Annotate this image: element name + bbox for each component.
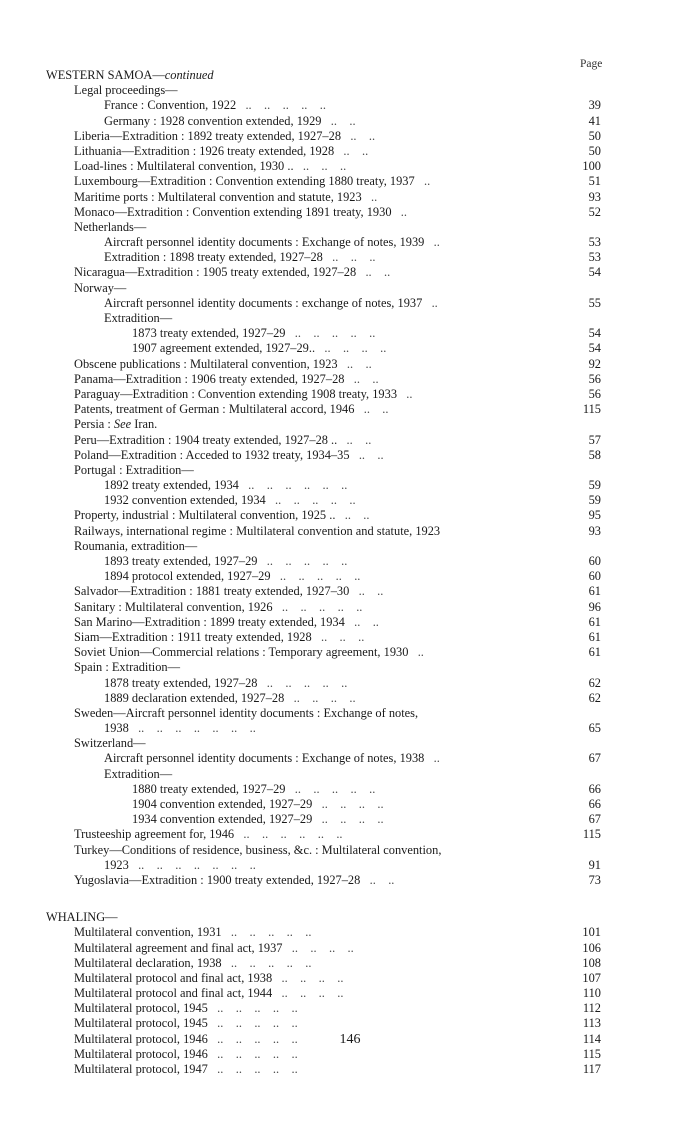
index-entry [0, 311, 700, 326]
entry-text: Peru—Extradition : 1904 treaty extended, 1927–28 .. .. .. [74, 432, 372, 447]
entry-text: Poland—Extradition : Acceded to 1932 treaty, 1934–35 .. .. [74, 447, 384, 462]
entry-text: Multilateral convention, 1931 .. .. .. .. .. [74, 925, 312, 940]
entry-text: 1878 treaty extended, 1927–28 .. .. .. .. .. [104, 675, 348, 690]
page-reference: 57 [588, 432, 601, 447]
dot-leaders: .. .. .. .. .. [207, 1046, 298, 1061]
index-entry [0, 68, 700, 83]
page-reference: 100 [582, 159, 601, 174]
dot-leaders: .. .. [360, 872, 395, 887]
dot-leaders: .. .. .. [311, 629, 365, 644]
entry-text: Multilateral protocol and final act, 1938 .. .. .. .. [74, 970, 344, 985]
dot-leaders: .. .. .. .. .. [257, 675, 348, 690]
entry-text: Aircraft personnel identity documents : Exchange of notes, 1938 .. [104, 751, 440, 766]
dot-leaders: .. .. .. .. [315, 341, 387, 356]
entry-text: Monaco—Extradition : Convention extending 1891 treaty, 1930 .. [74, 204, 408, 219]
index-entry [0, 721, 700, 736]
page-reference: 59 [588, 478, 601, 493]
entry-text: Railways, international regime : Multilateral convention and statute, 1923 [74, 523, 441, 538]
dot-leaders: .. [397, 386, 413, 401]
entry-text: Switzerland— [74, 736, 146, 751]
page-reference: 91 [588, 857, 601, 872]
entry-text: Sweden—Aircraft personnel identity documents : Exchange of notes, [74, 705, 419, 720]
index-entry [0, 508, 700, 523]
page-reference: 56 [588, 386, 601, 401]
entry-text: Nicaragua—Extradition : 1905 treaty extended, 1927–28 .. .. [74, 265, 391, 280]
index-entry [0, 235, 700, 250]
entry-text: WHALING— [46, 910, 118, 925]
entry-text: Obscene publications : Multilateral convention, 1923 .. .. [74, 356, 372, 371]
page-reference: 61 [588, 629, 601, 644]
index-entry [0, 858, 700, 873]
page-number: 146 [339, 1032, 361, 1047]
index-entry [0, 402, 700, 417]
entry-text: Netherlands— [74, 219, 147, 234]
dot-leaders: .. .. .. .. .. [285, 781, 376, 796]
dot-leaders: .. .. .. .. .. [207, 1001, 298, 1016]
index-entry [0, 827, 700, 842]
entry-text: Multilateral protocol, 1945 .. .. .. .. .. [74, 1016, 298, 1031]
dot-leaders: .. .. .. .. .. [272, 599, 363, 614]
index-entry [0, 174, 700, 189]
entry-text: Extradition : 1898 treaty extended, 1927–28 .. .. .. [104, 250, 376, 265]
entry-text: 1907 agreement extended, 1927–29.. .. .. .. .. [132, 341, 387, 356]
entry-text: Liberia—Extradition : 1892 treaty extended, 1927–28 .. .. [74, 128, 376, 143]
entry-text: Multilateral protocol, 1946 .. .. .. .. .. [74, 1031, 298, 1046]
entry-text: 1934 convention extended, 1927–29 .. .. .. .. [132, 812, 384, 827]
page-reference: 106 [582, 940, 601, 955]
index-entry [0, 797, 700, 812]
dot-leaders: .. .. .. .. .. [207, 1062, 298, 1076]
dot-leaders: .. [361, 189, 378, 204]
dot-leaders: .. .. .. .. .. [270, 569, 361, 584]
dot-leaders: .. .. .. [293, 159, 347, 174]
index-entry [0, 539, 700, 554]
entry-text: Norway— [74, 280, 127, 295]
dot-leaders: .. .. [344, 614, 379, 629]
entry-text: Load-lines : Multilateral convention, 1930 .. .. .. .. [74, 159, 347, 174]
page-reference: 117 [582, 1062, 601, 1076]
dot-leaders: .. .. [354, 402, 389, 417]
entry-text: 1904 convention extended, 1927–29 .. .. .. .. [132, 797, 384, 811]
page-reference: 59 [588, 493, 601, 508]
entry-text: Luxembourg—Extradition : Convention extending 1880 treaty, 1937 .. [74, 174, 431, 189]
entry-text: Paraguay—Extradition : Convention extending 1908 treaty, 1933 .. [74, 386, 413, 401]
page-reference: 54 [588, 265, 601, 280]
page-reference: 114 [582, 1031, 601, 1046]
page-reference: 115 [582, 1046, 601, 1061]
dot-leaders: .. [424, 751, 440, 766]
page-reference: 115 [582, 402, 601, 417]
dot-leaders: .. .. .. .. .. [221, 925, 312, 940]
entry-text: 1938 .. .. .. .. .. .. .. [104, 721, 256, 736]
entry-text: WESTERN SAMOA—continued [46, 68, 214, 82]
dot-leaders: .. .. .. .. [312, 812, 384, 827]
section-gap [0, 888, 700, 910]
index-entry [0, 971, 700, 986]
dot-leaders: .. .. .. .. [284, 690, 356, 705]
index-entry [0, 190, 700, 205]
entry-text: 1880 treaty extended, 1927–29 .. .. .. .. .. [132, 781, 376, 796]
index-entry [0, 554, 700, 569]
index-entry [0, 433, 700, 448]
entry-text: Yugoslavia—Extradition : 1900 treaty extended, 1927–28 .. .. [74, 872, 395, 887]
index-entry [0, 676, 700, 691]
index-entry [0, 493, 700, 508]
dot-leaders: .. .. [349, 447, 384, 462]
dot-leaders: .. .. .. .. .. [207, 1016, 298, 1031]
entry-text: Multilateral protocol, 1946 .. .. .. .. .. [74, 1046, 298, 1061]
index-entry [0, 98, 700, 113]
dot-leaders: .. .. .. .. .. [221, 955, 312, 970]
entry-text: Multilateral protocol, 1945 .. .. .. .. .. [74, 1001, 298, 1016]
page-reference: 62 [588, 675, 601, 690]
index-entry [0, 281, 700, 296]
index-entry [0, 1016, 700, 1031]
entry-text: Multilateral declaration, 1938 .. .. .. .. .. [74, 955, 312, 970]
entry-text: Multilateral agreement and final act, 1937 .. .. .. .. [74, 940, 354, 955]
page-reference: 53 [588, 250, 601, 265]
index-entry [0, 524, 700, 539]
dot-leaders: .. [424, 235, 440, 250]
index-entry [0, 600, 700, 615]
entry-text: Roumania, extradition— [74, 538, 198, 553]
entry-text: Portugal : Extradition— [74, 462, 194, 477]
page-reference: 93 [588, 523, 601, 538]
page-reference: 56 [588, 371, 601, 386]
index-entry [0, 873, 700, 888]
entry-text: Extradition— [104, 311, 173, 325]
dot-leaders: .. .. [349, 584, 384, 599]
page-reference: 96 [588, 599, 601, 614]
index-entry [0, 114, 700, 129]
entry-text: Multilateral protocol, 1947 .. .. .. .. .. [74, 1062, 298, 1076]
index-entry [0, 1001, 700, 1016]
page-reference: 51 [588, 174, 601, 189]
dot-leaders: .. .. .. .. .. [257, 554, 348, 568]
page-reference: 61 [588, 584, 601, 599]
entry-text: Patents, treatment of German : Multilateral accord, 1946 .. .. [74, 402, 389, 417]
entry-text: Sanitary : Multilateral convention, 1926 .. .. .. .. .. [74, 599, 363, 614]
index-entry [0, 144, 700, 159]
page-reference: 95 [588, 508, 601, 523]
page-reference: 65 [588, 721, 601, 736]
page-reference: 50 [588, 128, 601, 143]
dot-leaders: .. .. [337, 356, 372, 371]
page-reference: 108 [582, 955, 601, 970]
dot-leaders: .. [391, 204, 408, 219]
entry-text: 1894 protocol extended, 1927–29 .. .. .. .. .. [104, 569, 361, 584]
index-entry [0, 478, 700, 493]
index-entry [0, 630, 700, 645]
entry-text: Lithuania—Extradition : 1926 treaty extended, 1928 .. .. [74, 143, 369, 158]
index-entry [0, 956, 700, 971]
entry-text: Trusteeship agreement for, 1946 .. .. .. .. .. .. [74, 827, 343, 842]
entry-text: Germany : 1928 convention extended, 1929 .. .. [104, 113, 356, 128]
index-entry [0, 941, 700, 956]
index-entry [0, 463, 700, 478]
dot-leaders: .. .. .. .. .. [236, 98, 326, 113]
entry-text: Siam—Extradition : 1911 treaty extended, 1928 .. .. .. [74, 629, 365, 644]
index-entry [0, 326, 700, 341]
index-entry [0, 220, 700, 235]
dot-leaders: .. .. .. .. .. .. .. [128, 721, 256, 736]
index-entry [0, 265, 700, 280]
index-entry [0, 736, 700, 751]
index-entry [0, 569, 700, 584]
index-entry [0, 925, 700, 940]
index-entry [0, 645, 700, 660]
dot-leaders: .. .. .. .. [272, 986, 344, 1001]
page-reference: 93 [588, 189, 601, 204]
entry-text: Persia : See Iran. [74, 417, 158, 432]
entry-text: Panama—Extradition : 1906 treaty extended, 1927–28 .. .. [74, 371, 379, 386]
page-reference: 115 [582, 827, 601, 842]
index-entry [0, 767, 700, 782]
page-reference: 112 [582, 1001, 601, 1016]
entry-text: 1889 declaration extended, 1927–28 .. .. .. .. [104, 690, 356, 705]
entry-text: Salvador—Extradition : 1881 treaty extended, 1927–30 .. .. [74, 584, 384, 599]
entry-text: Aircraft personnel identity documents : exchange of notes, 1937 .. [104, 295, 438, 310]
dot-leaders: .. .. .. .. .. [207, 1031, 298, 1046]
dot-leaders: .. .. [337, 432, 372, 447]
entry-text: Turkey—Conditions of residence, business, &c. : Multilateral convention, [74, 842, 442, 857]
index-entry [0, 615, 700, 630]
index-entry [0, 660, 700, 675]
page-reference: 50 [588, 143, 601, 158]
index-entry [0, 1062, 700, 1077]
dot-leaders: .. .. [356, 265, 391, 280]
entry-text: Multilateral protocol and final act, 1944 .. .. .. .. [74, 986, 344, 1001]
entry-text: Property, industrial : Multilateral convention, 1925 .. .. .. [74, 508, 370, 523]
index-entry [0, 584, 700, 599]
page-reference: 55 [588, 295, 601, 310]
page-reference: 61 [588, 645, 601, 660]
page-reference: 67 [588, 751, 601, 766]
entry-text: 1892 treaty extended, 1934 .. .. .. .. .. .. [104, 478, 348, 493]
page-reference: 67 [588, 812, 601, 827]
dot-leaders: .. .. [341, 128, 376, 143]
entry-text: 1923 .. .. .. .. .. .. .. [104, 857, 256, 872]
page-reference: 52 [588, 204, 601, 219]
dot-leaders: .. .. .. .. [272, 970, 344, 985]
index-entry [0, 986, 700, 1001]
page-reference: 54 [588, 326, 601, 341]
index-entry [0, 843, 700, 858]
dot-leaders: .. .. [321, 113, 356, 128]
page-reference: 62 [588, 690, 601, 705]
page-reference: 53 [588, 235, 601, 250]
entry-text: San Marino—Extradition : 1899 treaty extended, 1934 .. .. [74, 614, 379, 629]
page-column-label: Page [580, 58, 603, 70]
index-entry [0, 357, 700, 372]
index-entry [0, 205, 700, 220]
entry-text: Maritime ports : Multilateral convention and statute, 1923 .. [74, 189, 378, 204]
index-entry [0, 83, 700, 98]
page-reference: 54 [588, 341, 601, 356]
index-entry [0, 159, 700, 174]
entry-text: Legal proceedings— [74, 83, 178, 98]
dot-leaders: .. .. [344, 371, 379, 386]
index-entry [0, 691, 700, 706]
entry-text: Spain : Extradition— [74, 660, 180, 675]
index-entry [0, 910, 700, 925]
page-reference: 60 [588, 569, 601, 584]
dot-leaders: .. .. .. .. .. .. .. [128, 857, 256, 872]
dot-leaders: .. [414, 174, 431, 189]
page-reference: 66 [588, 781, 601, 796]
index-entry [0, 387, 700, 402]
dot-leaders: .. .. .. .. [282, 940, 354, 955]
entry-text: Extradition— [104, 766, 173, 781]
index-entry [0, 129, 700, 144]
entry-text: 1893 treaty extended, 1927–29 .. .. .. .. .. [104, 554, 348, 568]
dot-leaders: .. .. .. .. .. .. [238, 478, 348, 493]
dot-leaders: .. .. .. .. [312, 797, 384, 811]
page-reference: 92 [588, 356, 601, 371]
dot-leaders: .. .. .. .. .. .. [234, 827, 343, 842]
dot-leaders: .. .. [335, 508, 370, 523]
page-reference: 58 [588, 447, 601, 462]
dot-leaders: .. .. .. [322, 250, 376, 265]
page-reference: 61 [588, 614, 601, 629]
page-reference: 113 [582, 1016, 601, 1031]
entry-text: Aircraft personnel identity documents : Exchange of notes, 1939 .. [104, 235, 440, 250]
index-entry [0, 296, 700, 311]
index-entry [0, 448, 700, 463]
index-entry [0, 250, 700, 265]
entry-text: France : Convention, 1922 .. .. .. .. .. [104, 98, 326, 113]
entry-text: Soviet Union—Commercial relations : Temporary agreement, 1930 .. [74, 645, 424, 660]
index-entry [0, 341, 700, 356]
index-entry [0, 782, 700, 797]
dot-leaders: .. [408, 645, 424, 660]
index-entry [0, 751, 700, 766]
page-reference: 41 [588, 113, 601, 128]
page-reference: 60 [588, 554, 601, 568]
page-reference: 110 [582, 986, 601, 1001]
dot-leaders: .. .. .. .. .. [285, 326, 376, 341]
page-reference: 66 [588, 797, 601, 811]
index-entries [0, 68, 700, 1077]
index-entry [0, 812, 700, 827]
dot-leaders: .. [422, 295, 438, 310]
dot-leaders: .. .. .. .. .. [265, 493, 356, 508]
dot-leaders: .. .. [334, 143, 369, 158]
entry-text: 1873 treaty extended, 1927–29 .. .. .. .. .. [132, 326, 376, 341]
page-reference: 73 [588, 872, 601, 887]
page-reference: 39 [588, 98, 601, 113]
index-entry [0, 372, 700, 387]
index-entry [0, 417, 700, 432]
entry-text: 1932 convention extended, 1934 .. .. .. .. .. [104, 493, 356, 508]
index-entry [0, 1047, 700, 1062]
page-reference: 107 [582, 970, 601, 985]
index-entry [0, 706, 700, 721]
page-reference: 101 [582, 925, 601, 940]
